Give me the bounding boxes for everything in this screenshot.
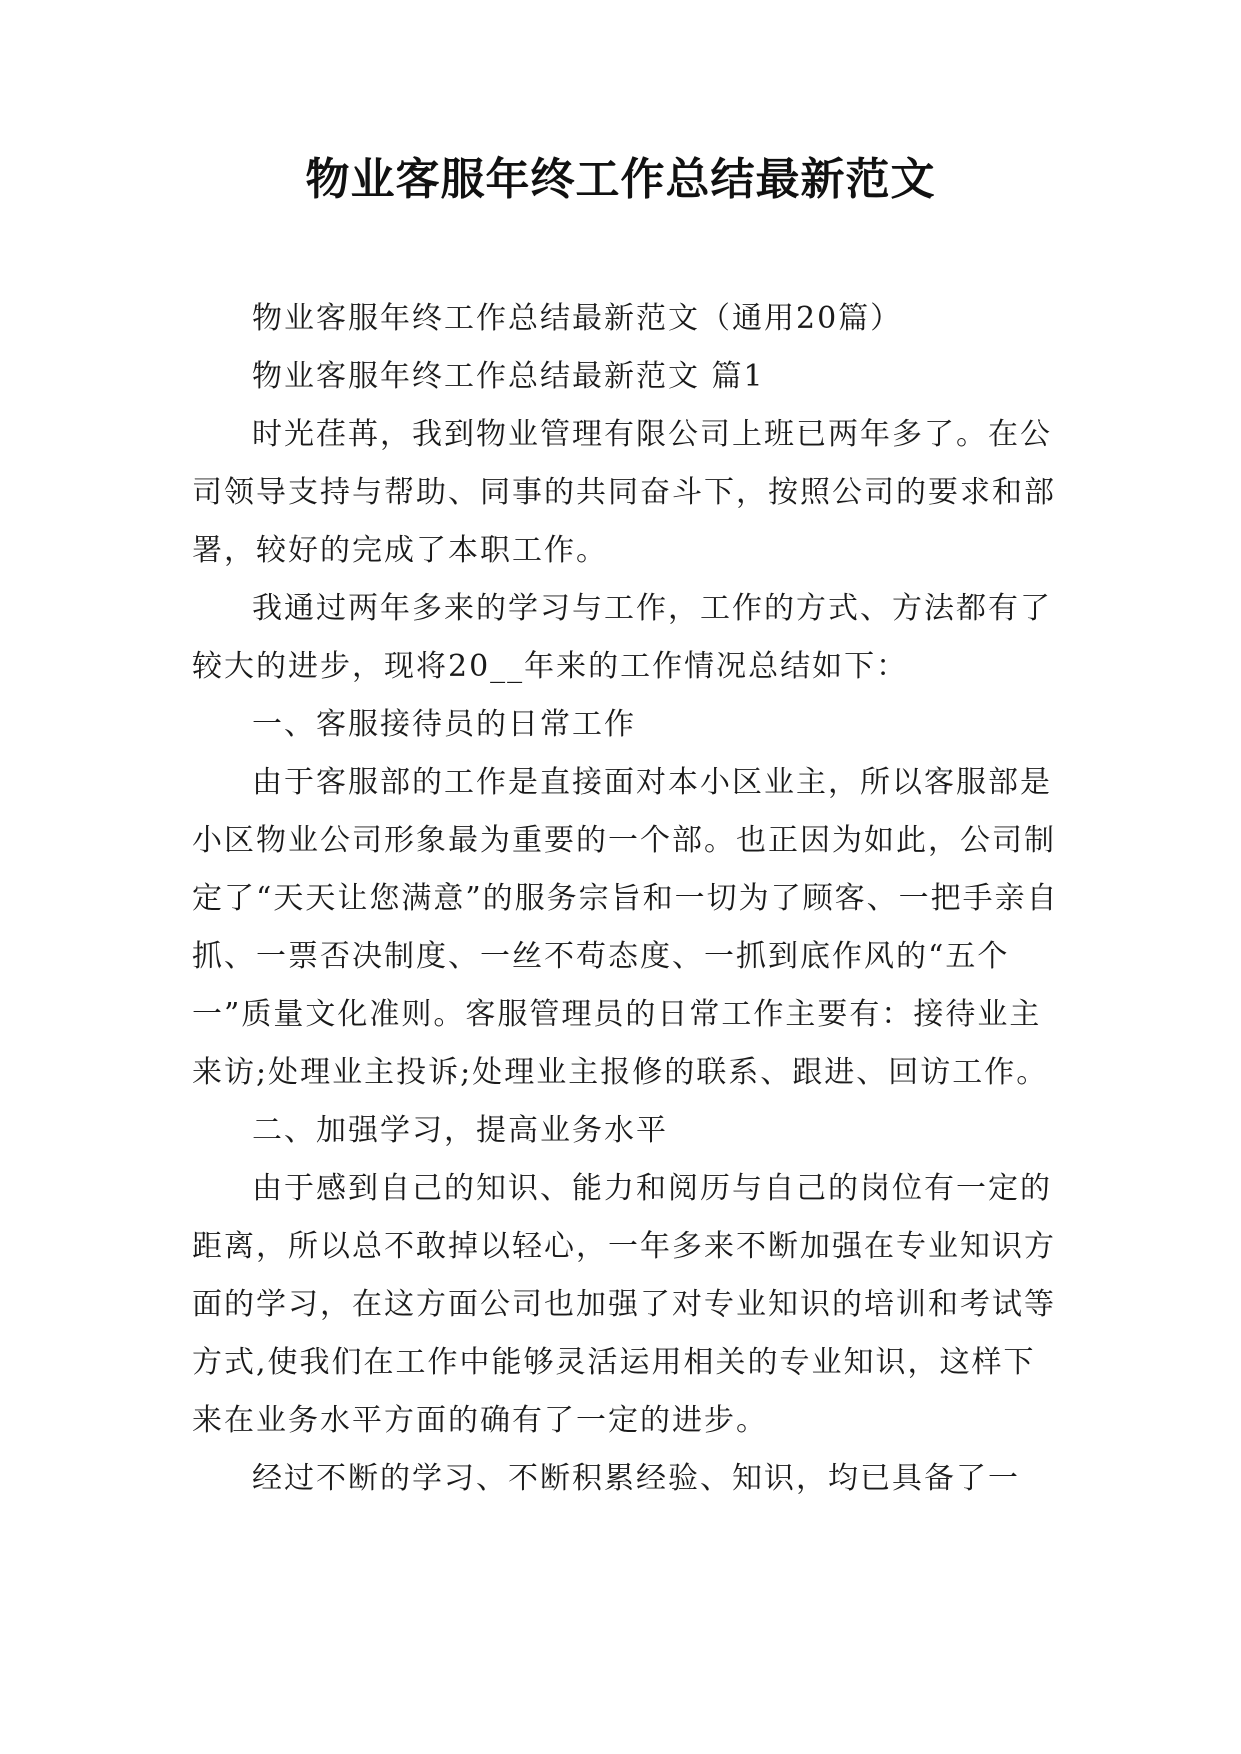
paragraph-section-heading: 物业客服年终工作总结最新范文 篇1 [252,359,765,394]
paragraph-subtitle: 物业客服年终工作总结最新范文（通用20篇） [252,301,903,336]
paragraph-continued: 经过不断的学习、不断积累经验、知识，均已具备了一 [252,1461,1020,1496]
paragraph-heading-1: 一、客服接待员的日常工作 [252,707,636,742]
paragraph-heading-2: 二、加强学习，提高业务水平 [252,1113,668,1148]
document-title: 物业客服年终工作总结最新范文 [305,154,936,205]
paragraph-summary-lead: 我通过两年多来的学习与工作，工作的方式、方法都有了较大的进步，现将20__年来的工作情况总结如下： [192,591,1052,684]
paragraph-intro: 时光荏苒，我到物业管理有限公司上班已两年多了。在公司领导支持与帮助、同事的共同奋斗下，按照公司的要求和部署，较好的完成了本职工作。 [192,417,1056,568]
paragraph-daily-work: 由于客服部的工作是直接面对本小区业主，所以客服部是小区物业公司形象最为重要的一个部。也正因为如此，公司制定了“天天让您满意”的服务宗旨和一切为了顾客、一把手亲自抓、一票否决制度、一丝不苟态度、一抓到底作风的“五个一”质量文化准则。客服管理员的日常工作主要有：接待业主来访;处理业主投诉;处理业主报修的联系、跟进、回访工作。 [192,765,1059,1090]
document-body [192,290,1062,1508]
paragraph-study: 由于感到自己的知识、能力和阅历与自己的岗位有一定的距离，所以总不敢掉以轻心，一年多来不断加强在专业知识方面的学习，在这方面公司也加强了对专业知识的培训和考试等方式,使我们在工作中能够灵活运用相关的专业知识，这样下来在业务水平方面的确有了一定的进步。 [192,1171,1056,1438]
